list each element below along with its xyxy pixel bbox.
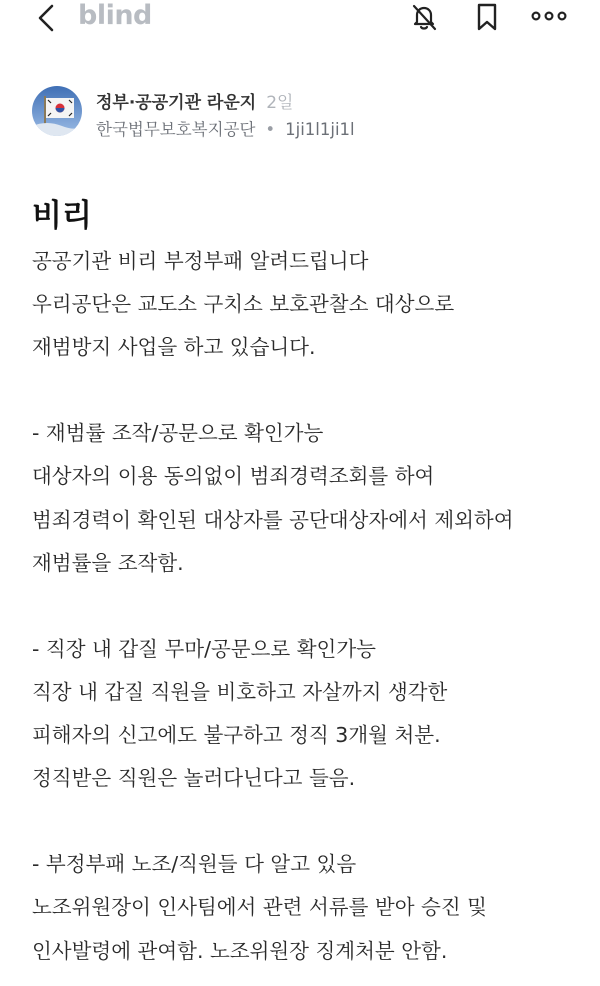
author-nickname: 1ji1l1ji1l xyxy=(285,120,355,139)
body-line: 인사발령에 관여함. 노조위원장 징계처분 안함. xyxy=(32,938,448,963)
body-line: 대상자의 이용 동의없이 범죄경력조회를 하여 xyxy=(32,464,435,489)
body-line: 피해자의 신고에도 불구하고 정직 3개월 처분. xyxy=(32,723,441,748)
body-line: - 부정부패 노조/직원들 다 알고 있음 xyxy=(32,852,357,877)
meta-separator: • xyxy=(265,120,276,139)
body-line: - 재범률 조작/공문으로 확인가능 xyxy=(32,421,324,446)
body-line: 우리공단은 교도소 구치소 보호관찰소 대상으로 xyxy=(32,292,455,317)
blind-logo[interactable]: blind xyxy=(78,0,152,31)
top-bar xyxy=(0,0,600,36)
post-meta-top xyxy=(96,88,293,113)
bookmark-icon[interactable] xyxy=(476,3,498,31)
back-arrow-icon[interactable] xyxy=(34,2,60,34)
body-line: 노조위원장이 인사팀에서 관련 서류를 받아 승진 및 xyxy=(32,895,487,920)
body-line: - 직장 내 갑질 무마/공문으로 확인가능 xyxy=(32,636,376,661)
post-author xyxy=(32,86,572,146)
more-icon[interactable] xyxy=(531,8,567,24)
body-line: 정직받은 직원은 놀러다닌다고 들음. xyxy=(32,766,356,791)
post-age: 2일 xyxy=(266,93,294,113)
body-line: 공공기관 비리 부정부패 알려드립니다 xyxy=(32,249,369,273)
body-blank-line xyxy=(32,585,580,628)
body-blank-line xyxy=(32,369,580,412)
post-meta-bottom xyxy=(96,116,355,140)
bell-off-icon[interactable] xyxy=(409,2,439,32)
body-line: 재범률을 조작함. xyxy=(32,550,184,575)
body-line: 직장 내 갑질 직원을 비호하고 자살까지 생각한 xyxy=(32,679,448,704)
post-body xyxy=(32,240,580,973)
post-title: 비리 xyxy=(32,198,92,234)
body-line: 범죄경력이 확인된 대상자를 공단대상자에서 제외하여 xyxy=(32,507,514,532)
lounge-name[interactable]: 정부·공공기관 라운지 xyxy=(96,93,257,113)
avatar[interactable] xyxy=(32,86,82,136)
body-line: 재범방지 사업을 하고 있습니다. xyxy=(32,335,316,360)
body-blank-line xyxy=(32,800,580,843)
company-name[interactable]: 한국법무보호복지공단 xyxy=(96,120,256,139)
